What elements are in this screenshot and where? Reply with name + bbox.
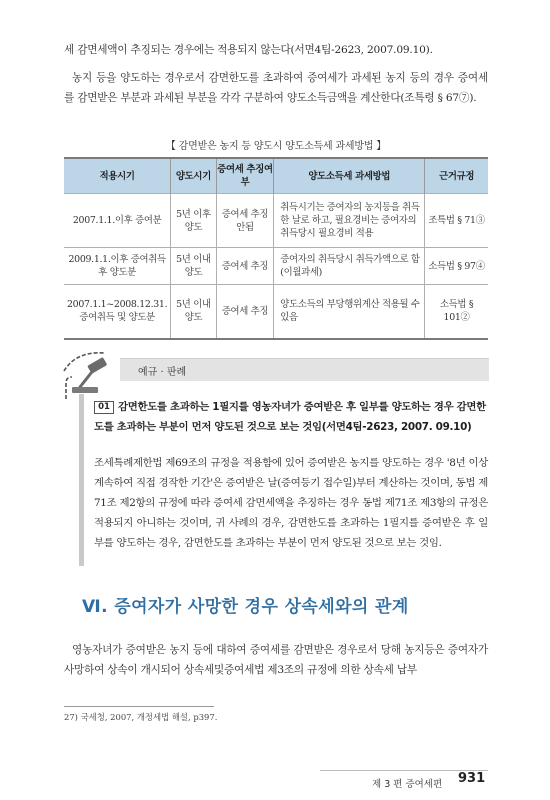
table-cell: 취득시기는 증여자의 농지등을 취득한 날로 하고, 필요경비는 증여자의 취득당시 필요경비 적용 — [274, 194, 425, 248]
table-header-row — [64, 158, 488, 194]
table-cell: 2007.1.1.이후 증여분 — [64, 194, 171, 248]
footnote-divider — [64, 706, 214, 707]
example-section-title: 예규 · 판례 — [138, 367, 187, 378]
example-heading: 감면한도를 초과하는 1필지를 영농자녀가 증여받은 후 일부를 양도하는 경우 감면한도를 초과하는 부분이 먼저 양도된 것으로 보는 것임(서면4팀-2623, 2007. 09.10) — [94, 401, 486, 433]
table-row — [64, 285, 488, 339]
example-number-badge: 01 — [94, 401, 114, 414]
table-cell: 증여세 추징안됨 — [216, 194, 274, 248]
table-cell: 5년 이내 양도 — [171, 285, 216, 339]
example-body: 조세특례제한법 제69조의 규정을 적용함에 있어 증여받은 농지를 양도하는 경우 '8년 이상 계속하여 직접 경작한 기간'은 증여받은 날(증여등기 접수일)부터 계산하는 것이며, 동법 제71조 제2항의 규정에 따라 증여세 감면세액을 추징하는 경우 동법 제71조 제3항의 규정은 적용되지 아니하는 것이며, 귀 사례의 경우, 감면한도를 초과하는 1필지를 증여받은 후 일부를 양도하는 경우, 감면한도를 초과하는 부분이 먼저 양도된 것으로 보는 것임. — [94, 457, 488, 549]
table-header-cell: 근거규정 — [425, 158, 488, 194]
table-cell: 2007.1.1~2008.12.31.증여취득 및 양도분 — [64, 285, 171, 339]
table-cell: 5년 이내 양도 — [171, 248, 216, 285]
example-section-header — [120, 358, 489, 381]
example-side-bar — [79, 394, 84, 566]
table-header-cell: 양도시기 — [171, 158, 216, 194]
table-header-cell: 적용시기 — [64, 158, 171, 194]
footer-section-label: 제 3 편 증여세편 — [372, 779, 443, 790]
table-cell: 양도소득의 부당행위계산 적용될 수 있음 — [274, 285, 425, 339]
table-cell: 증여자의 취득당시 취득가액으로 함(이월과세) — [274, 248, 425, 285]
table-cell: 증여세 추징 — [216, 248, 274, 285]
section-paragraph: 영농자녀가 증여받은 농지 등에 대하여 증여세를 감면받은 경우로서 당해 농지등은 증여자가 사망하여 상속이 개시되어 상속세및증여세법 제3조의 규정에 의한 상속세 납부 — [64, 644, 488, 676]
page-number: 931 — [458, 771, 486, 786]
table-row — [64, 194, 488, 248]
table-cell: 소득법 § 101② — [425, 285, 488, 339]
table-cell: 조특법 § 71③ — [425, 194, 488, 248]
table-header-cell: 양도소득세 과세방법 — [274, 158, 425, 194]
gavel-icon — [60, 347, 120, 402]
table-cell: 증여세 추징 — [216, 285, 274, 339]
table-row — [64, 248, 488, 285]
taxation-method-table — [64, 157, 488, 340]
table-cell: 소득법 § 97④ — [425, 248, 488, 285]
intro-line-1: 세 감면세액이 추징되는 경우에는 적용되지 않는다(서면4팀-2623, 2007.09.10). — [64, 44, 433, 56]
table-cell: 2009.1.1.이후 증여취득후 양도분 — [64, 248, 171, 285]
table-caption: 【 감면받은 농지 등 양도시 양도소득세 과세방법 】 — [165, 141, 387, 152]
intro-paragraph-2: 농지 등을 양도하는 경우로서 감면한도를 초과하여 증여세가 과세된 농지 등의 경우 증여세를 감면받은 부분과 과세된 부분을 각각 구분하여 양도소득금액을 계산한다(조특령 § 67⑦). — [64, 72, 488, 104]
table-cell: 5년 이후 양도 — [171, 194, 216, 248]
section-heading: Ⅵ. 증여자가 사망한 경우 상속세와의 관계 — [82, 597, 409, 617]
footnote: 27) 국세청, 2007, 개정세법 해설, p397. — [64, 712, 218, 722]
table-header-cell: 증여세 추징여부 — [216, 158, 274, 194]
